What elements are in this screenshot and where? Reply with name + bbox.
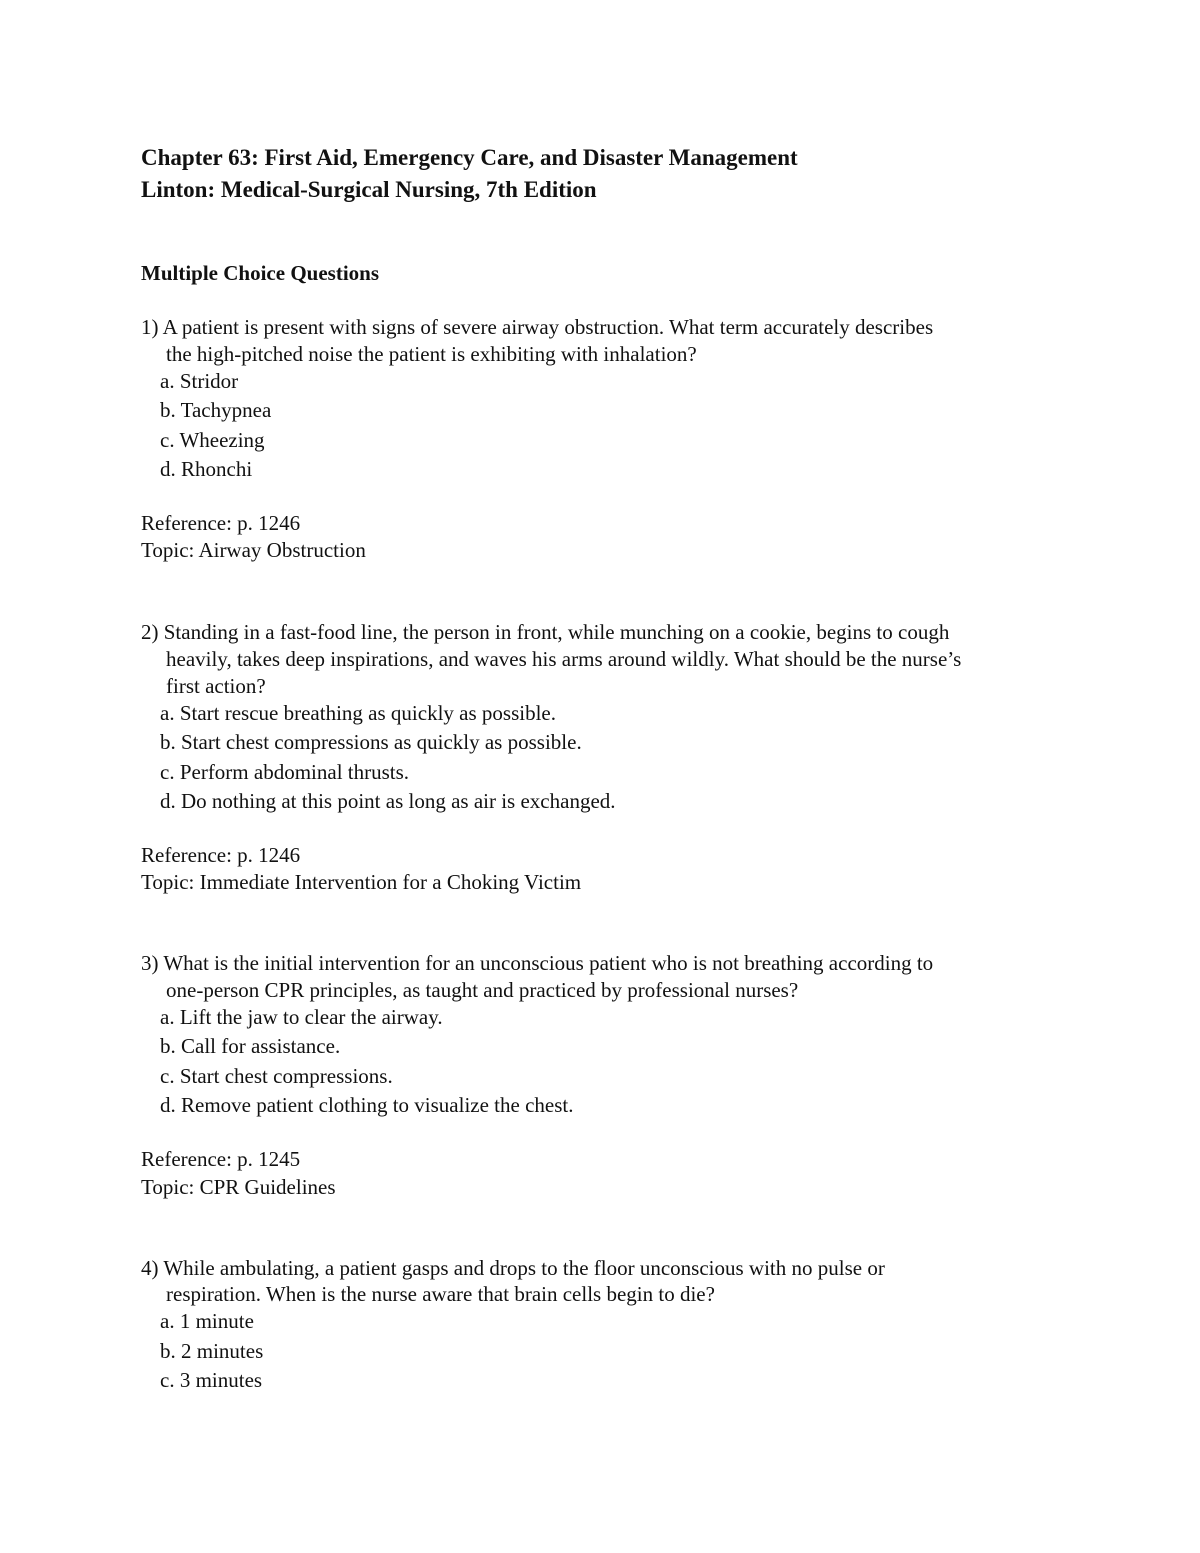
question-4-option-b: b. 2 minutes bbox=[160, 1339, 264, 1363]
question-1-option-b: b. Tachypnea bbox=[160, 398, 272, 422]
question-2-option-b: b. Start chest compressions as quickly as possible. bbox=[160, 730, 582, 754]
question-2-reference: Reference: p. 1246 bbox=[141, 843, 301, 867]
question-4-stem-line-1: 4) While ambulating, a patient gasps and drops to the floor unconscious with no pulse or bbox=[141, 1256, 885, 1280]
question-3-option-d: d. Remove patient clothing to visualize the chest. bbox=[160, 1093, 574, 1117]
question-3-option-b: b. Call for assistance. bbox=[160, 1034, 341, 1058]
question-1-stem-line-1: 1) A patient is present with signs of severe airway obstruction. What term accurately describes bbox=[141, 315, 934, 339]
section-heading: Multiple Choice Questions bbox=[141, 261, 380, 285]
question-3-stem-line-1: 3) What is the initial intervention for an unconscious patient who is not breathing according to bbox=[141, 951, 934, 975]
question-4-option-a: a. 1 minute bbox=[160, 1309, 254, 1333]
question-3-reference: Reference: p. 1245 bbox=[141, 1147, 301, 1171]
question-1-stem-line-2: the high-pitched noise the patient is exhibiting with inhalation? bbox=[166, 342, 697, 366]
question-4-stem-line-2: respiration. When is the nurse aware that brain cells begin to die? bbox=[166, 1282, 715, 1306]
chapter-title: Chapter 63: First Aid, Emergency Care, and Disaster Management bbox=[141, 145, 798, 170]
book-title: Linton: Medical-Surgical Nursing, 7th Edition bbox=[141, 177, 597, 202]
question-2-option-c: c. Perform abdominal thrusts. bbox=[160, 760, 410, 784]
question-2-stem-line-1: 2) Standing in a fast-food line, the person in front, while munching on a cookie, begins to cough bbox=[141, 620, 950, 644]
question-2-topic: Topic: Immediate Intervention for a Choking Victim bbox=[141, 870, 582, 894]
question-3-option-a: a. Lift the jaw to clear the airway. bbox=[160, 1005, 443, 1029]
question-1-option-a: a. Stridor bbox=[160, 369, 239, 393]
question-3-topic: Topic: CPR Guidelines bbox=[141, 1175, 336, 1199]
question-2-option-a: a. Start rescue breathing as quickly as possible. bbox=[160, 701, 556, 725]
question-1-reference: Reference: p. 1246 bbox=[141, 511, 301, 535]
question-1-option-d: d. Rhonchi bbox=[160, 457, 253, 481]
question-1-option-c: c. Wheezing bbox=[160, 428, 265, 452]
question-1-topic: Topic: Airway Obstruction bbox=[141, 538, 366, 562]
question-4-option-c: c. 3 minutes bbox=[160, 1368, 263, 1392]
question-2-option-d: d. Do nothing at this point as long as air is exchanged. bbox=[160, 789, 616, 813]
question-2-stem-line-2: heavily, takes deep inspirations, and waves his arms around wildly. What should be the nurse’s bbox=[166, 647, 962, 671]
question-3-stem-line-2: one-person CPR principles, as taught and practiced by professional nurses? bbox=[166, 978, 799, 1002]
question-3-option-c: c. Start chest compressions. bbox=[160, 1064, 393, 1088]
question-2-stem-line-3: first action? bbox=[166, 674, 266, 698]
